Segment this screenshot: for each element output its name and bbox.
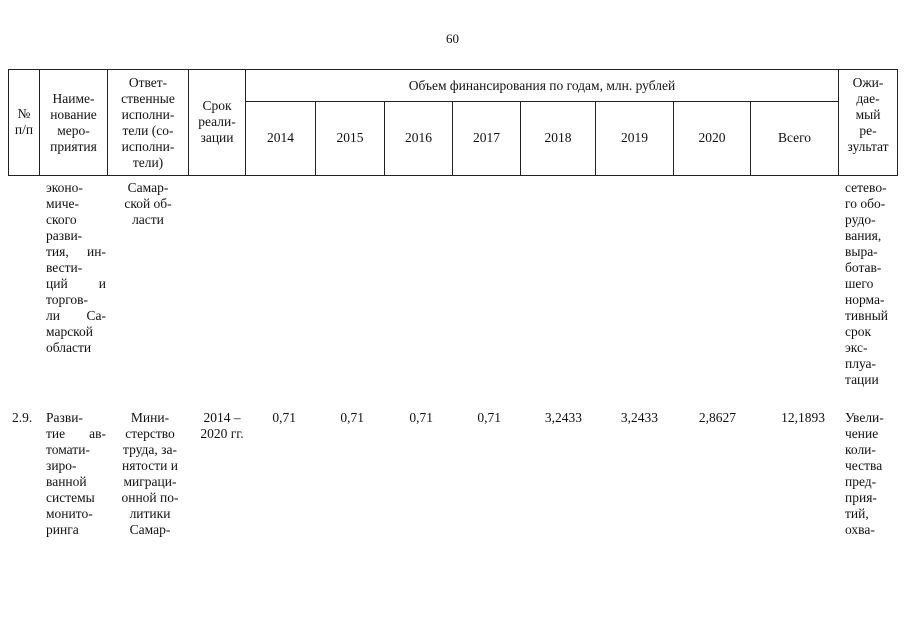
header-funding: Объем финансирования по годам, млн. рублей bbox=[408, 78, 676, 93]
header-year-2018: 2018 bbox=[544, 130, 572, 145]
header-total: Всего bbox=[777, 130, 812, 145]
header-year-2020: 2020 bbox=[698, 130, 726, 145]
continuation-name: эконо- миче- ского разви- тия, ин- вести- ций и торгов- ли Са- марской области bbox=[46, 180, 106, 355]
value-2014: 0,71 bbox=[272, 410, 296, 425]
continuation-responsible: Самар- ской об- ласти bbox=[124, 180, 172, 227]
header-year-2015: 2015 bbox=[336, 130, 364, 145]
value-2016: 0,71 bbox=[409, 410, 433, 425]
row-term: 2014 – 2020 гг. bbox=[200, 410, 244, 441]
table-top-border bbox=[8, 69, 898, 70]
row-result: Увели- чение коли- чества пред- прия- тий, охва- bbox=[845, 410, 884, 537]
header-responsible: Ответ- ственные исполни- тели (со- исполни- тели) bbox=[121, 75, 175, 170]
value-2018: 3,2433 bbox=[544, 410, 582, 425]
value-2020: 2,8627 bbox=[698, 410, 736, 425]
value-2019: 3,2433 bbox=[620, 410, 658, 425]
header-year-2017: 2017 bbox=[473, 130, 500, 145]
header-term: Срок реали- зации bbox=[198, 98, 236, 145]
row-num: 2.9. bbox=[12, 410, 33, 425]
header-num: № п/п bbox=[14, 106, 34, 137]
value-total: 12,1893 bbox=[781, 410, 825, 425]
row-name: Разви- тие ав- томати- зиро- ванной системы монито- ринга bbox=[46, 410, 106, 537]
value-2017: 0,71 bbox=[477, 410, 501, 425]
header-year-2014: 2014 bbox=[267, 130, 294, 145]
header-year-2019: 2019 bbox=[621, 130, 648, 145]
row-responsible: Мини- стерство труда, за- нятости и миграци- онной по- литики Самар- bbox=[121, 410, 179, 537]
value-2015: 0,71 bbox=[340, 410, 364, 425]
table-header-bottom-border bbox=[8, 175, 898, 176]
table-right-border bbox=[897, 69, 898, 175]
header-result: Ожи- дае- мый ре- зультат bbox=[847, 75, 889, 154]
header-name: Наиме- нование меро- приятия bbox=[50, 91, 97, 154]
page-number: 60 bbox=[446, 31, 459, 46]
header-year-2016: 2016 bbox=[405, 130, 432, 145]
continuation-result: сетево- го обо- рудо- вания, выра- ботав- шего норма- тивный срок экс- плуа- тации bbox=[845, 180, 889, 387]
